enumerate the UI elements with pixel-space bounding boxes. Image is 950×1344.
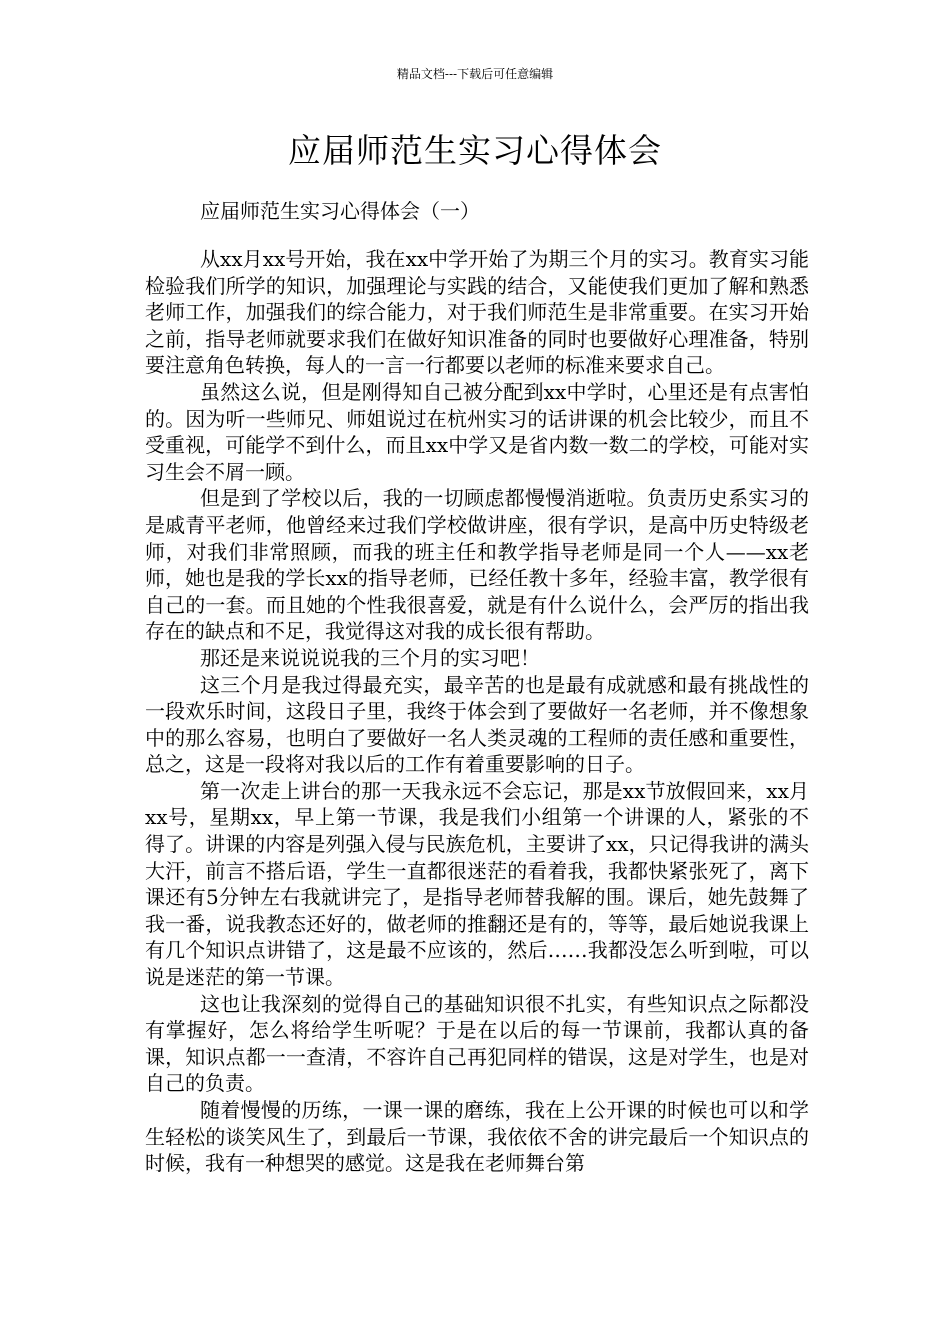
paragraph: 那还是来说说说我的三个月的实习吧！: [200, 645, 540, 670]
paragraph: 第一次走上讲台的那一天我永远不会忘记，那是xx节放假回来，xx月xx号，星期xx，早上第一节课，我是我们小组第一个讲课的人，紧张的不得了。讲课的内容是列强入侵与民族危机，主要讲了xx，只记得我讲的满头大汗，前言不搭后语，学生一直都很迷茫的看着我，我都快紧张死了，离下课还有5分钟左右我就讲完了，是指导老师替我解的围。课后，她先鼓舞了我一番，说我教态还好的，做老师的推翻还是有的，等等，最后她说我课上有几个知识点讲错了，这是最不应该的，然后……我都没怎么听到啦，可以说是迷茫的第一节课。: [145, 778, 809, 990]
paragraph: 随着慢慢的历练，一课一课的磨练，我在上公开课的时候也可以和学生轻松的谈笑风生了，到最后一节课，我依依不舍的讲完最后一个知识点的时候，我有一种想哭的感觉。这是我在老师舞台第: [145, 1098, 809, 1176]
paragraph: 这也让我深刻的觉得自己的基础知识很不扎实，有些知识点之际都没有掌握好，怎么将给学生听呢？于是在以后的每一节课前，我都认真的备课，知识点都一一查清，不容许自己再犯同样的错误，这是对学生，也是对自己的负责。: [145, 991, 809, 1096]
header-note: 精品文档---下载后可任意编辑: [396, 67, 554, 81]
section-heading: 应届师范生实习心得体会（一）: [200, 199, 480, 223]
paragraph: 但是到了学校以后，我的一切顾虑都慢慢消逝啦。负责历史系实习的是戚青平老师，他曾经来过我们学校做讲座，很有学识，是高中历史特级老师，对我们非常照顾，而我的班主任和教学指导老师是同一个人——xx老师，她也是我的学长xx的指导老师，已经任教十多年，经验丰富，教学很有自己的一套。而且她的个性我很喜爱，就是有什么说什么，会严厉的指出我存在的缺点和不足，我觉得这对我的成长很有帮助。: [145, 486, 809, 644]
document-title: 应届师范生实习心得体会: [288, 131, 662, 170]
paragraph: 从xx月xx号开始，我在xx中学开始了为期三个月的实习。教育实习能检验我们所学的知识，加强理论与实践的结合，又能使我们更加了解和熟悉老师工作，加强我们的综合能力，对于我们师范生是非常重要。在实习开始之前，指导老师就要求我们在做好知识准备的同时也要做好心理准备，特别要注意角色转换，每人的一言一行都要以老师的标准来要求自己。: [145, 247, 809, 378]
document-body: [145, 246, 809, 1177]
paragraph: 虽然这么说，但是刚得知自己被分配到xx中学时，心里还是有点害怕的。因为听一些师兄、师姐说过在杭州实习的话讲课的机会比较少，而且不受重视，可能学不到什么，而且xx中学又是省内数一数二的学校，可能对实习生会不屑一顾。: [145, 379, 809, 484]
paragraph: 这三个月是我过得最充实，最辛苦的也是最有成就感和最有挑战性的一段欢乐时间，这段日子里，我终于体会到了要做好一名老师，并不像想象中的那么容易，也明白了要做好一名人类灵魂的工程师的责任感和重要性，总之，这是一段将对我以后的工作有着重要影响的日子。: [145, 672, 809, 777]
